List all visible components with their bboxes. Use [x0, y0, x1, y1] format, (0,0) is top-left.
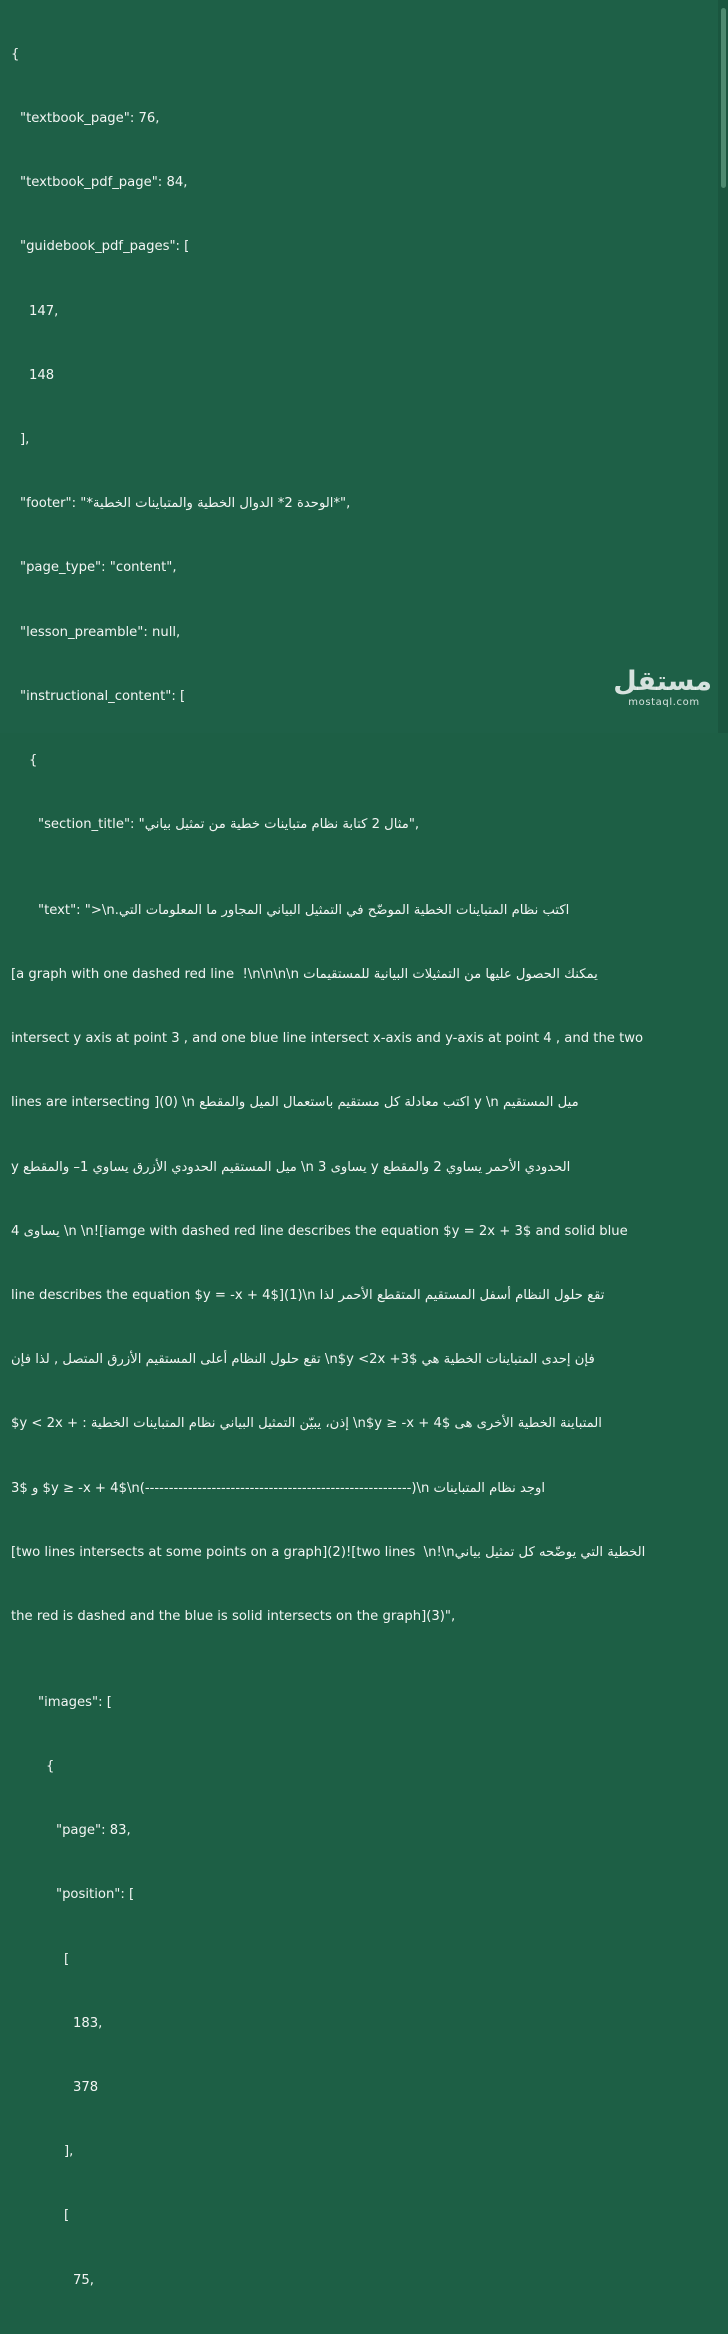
- json-line: "page": 83,: [56, 1823, 131, 1839]
- json-line: 183,: [73, 2015, 103, 2031]
- json-line: "position": [: [56, 1887, 135, 1903]
- json-line: [: [64, 1951, 70, 1967]
- json-text-line: "text": ">\n.اكتب نظام المتباينات الخطية الموضّح في التمثيل البياني المجاور ما المعلومات التي: [38, 902, 570, 918]
- json-text-line: [two lines intersects at some points on a graph](2)![two lines \n!\nالخطية التي يوضّحه كل تمثيل بياني: [11, 1544, 646, 1560]
- json-line: 75,: [73, 2272, 94, 2288]
- json-text-line: y ميل المستقيم الحدودي الأزرق يساوي 1– والمقطع \n يساوى 3 y الحدودي الأحمر يساوي 2 والمقطع: [11, 1159, 571, 1175]
- json-text-line: $y < 2x + : إذن، يبيّن التمثيل البياني نظام المتباينات الخطية \n$y ≥ -x + 4$ المتباينة الخطية الأخرى هى: [11, 1416, 602, 1432]
- json-line: "lesson_preamble": null,: [20, 624, 181, 640]
- json-line: ],: [20, 432, 30, 448]
- json-text-line: 4 يساوى \n \n![iamge with dashed red line describes the equation $y = 2x + 3$ and solid blue: [11, 1223, 628, 1239]
- json-line: {: [11, 46, 20, 62]
- json-line: "footer": "*الوحدة 2* الدوال الخطية والمتباينات الخطية*",: [20, 496, 351, 512]
- scrollbar-thumb[interactable]: [721, 8, 726, 188]
- json-line: 147,: [29, 303, 59, 319]
- json-line: {: [46, 1758, 55, 1774]
- json-text-line: intersect y axis at point 3 , and one blue line intersect x-axis and y-axis at point 4 , and the two: [11, 1031, 644, 1047]
- json-text-line: 3$ و $y ≥ -x + 4$\n(--------------------------------------------------------)\n اوجد نظام المتباينات: [11, 1480, 546, 1496]
- json-line: "instructional_content": [: [20, 688, 186, 704]
- json-text-line: line describes the equation $y = -x + 4$](1)\n تقع حلول النظام أسفل المستقيم المتقطع الأحمر لذا: [11, 1288, 605, 1304]
- json-line: 148: [29, 367, 55, 383]
- json-line: "textbook_page": 76,: [20, 111, 160, 127]
- json-line: 378: [73, 2079, 99, 2095]
- json-text-line: [a graph with one dashed red line !\n\n\n\n يمكنك الحصول عليها من التمثيلات البيانية للمستقيمات: [11, 967, 598, 983]
- json-line: {: [29, 753, 38, 769]
- json-line: "images": [: [38, 1694, 112, 1710]
- vertical-scrollbar[interactable]: [718, 0, 728, 733]
- watermark-arabic: مستقل: [613, 666, 712, 697]
- json-line: "section_title": "مثال 2 كتابة نظام متباينات خطية من تمثيل بياني",: [38, 817, 420, 833]
- json-line: "guidebook_pdf_pages": [: [20, 239, 190, 255]
- json-line: ],: [64, 2144, 74, 2160]
- json-line: [: [64, 2208, 70, 2224]
- json-line: "page_type": "content",: [20, 560, 177, 576]
- json-line: "textbook_pdf_page": 84,: [20, 175, 188, 191]
- json-text-line: lines are intersecting ](0) \n اكتب معادلة كل مستقيم باستعمال الميل والمقطع y \n ميل المستقيم: [11, 1095, 579, 1111]
- json-text-line: تقع حلول النظام أعلى المستقيم الأزرق المتصل , لذا فإن \n$y <2x +3$ فإن إحدى المتباينات الخطية هي: [11, 1352, 595, 1368]
- json-text-line: the red is dashed and the blue is solid intersects on the graph](3)",: [11, 1609, 456, 1625]
- watermark-latin: mostaql.com: [628, 697, 700, 708]
